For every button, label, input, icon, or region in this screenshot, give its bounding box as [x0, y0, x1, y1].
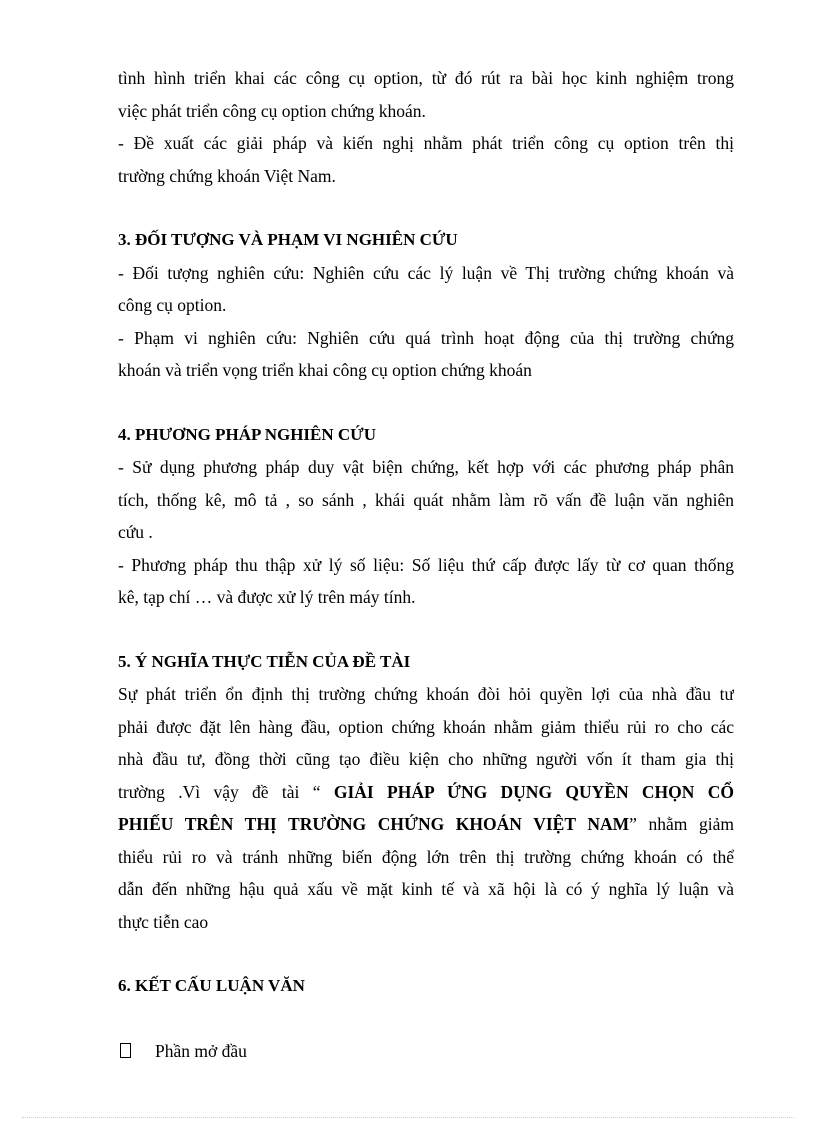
section-3-line-2: công cụ option. — [118, 295, 227, 315]
section-4-line-5: kê, tạp chí … và được xử lý trên máy tính. — [118, 587, 416, 607]
section-3-line-4: khoán và triển vọng triển khai công cụ option chứng khoán — [118, 360, 532, 380]
section-5-heading: 5. Ý NGHĨA THỰC TIỄN CỦA ĐỀ TÀI — [118, 651, 411, 671]
section-4-line-3: cứu . — [118, 522, 153, 542]
section-4-line-2: tích, thống kê, mô tả , so sánh , khái quát nhằm làm rõ vấn đề luận văn nghiên — [118, 489, 734, 510]
section-3-line-3: - Phạm vi nghiên cứu: Nghiên cứu quá trình hoạt động của thị trường chứng — [118, 327, 734, 348]
spacer — [118, 938, 734, 970]
section-5-line-7: dẫn đến những hậu quả xấu về mặt kinh tế và xã hội là có ý nghĩa lý luận và — [118, 879, 734, 899]
section-3-heading: 3. ĐỐI TƯỢNG VÀ PHẠM VI NGHIÊN CỨU — [118, 230, 458, 249]
spacer — [118, 1003, 734, 1035]
list-item — [118, 1035, 734, 1067]
spacer — [118, 192, 734, 224]
intro-line-4: trường chứng khoán Việt Nam. — [118, 165, 336, 186]
intro-line-3: - Đề xuất các giải pháp và kiến nghị nhằm phát triển công cụ option trên thị — [118, 133, 734, 153]
spacer — [118, 614, 734, 646]
section-5-line-3: nhà đầu tư, đồng thời cũng tạo điều kiện cho những người vốn ít tham gia thị — [118, 749, 734, 769]
section-5-line-1: Sự phát triển ổn định thị trường chứng khoán đòi hỏi quyền lợi của nhà đầu tư — [118, 684, 734, 704]
section-4-line-4: - Phương pháp thu thập xử lý số liệu: Số liệu thứ cấp được lấy từ cơ quan thống — [118, 554, 734, 575]
thesis-title-part-2: PHIẾU TRÊN THỊ TRƯỜNG CHỨNG KHOÁN VIỆT NAM — [118, 814, 630, 834]
intro-line-1: tình hình triển khai các công cụ option, từ đó rút ra bài học kinh nghiệm trong — [118, 68, 734, 88]
section-4-heading: 4. PHƯƠNG PHÁP NGHIÊN CỨU — [118, 424, 376, 444]
section-5-line-5-text: ” nhằm giảm — [629, 814, 734, 834]
document-page — [118, 62, 734, 1067]
bullet-box-icon — [120, 1043, 131, 1058]
section-5-line-4-text: trường .Vì vậy đề tài “ — [118, 781, 334, 802]
section-5-line-6: thiểu rủi ro và tránh những biến động lớn trên thị trường chứng khoán có thể — [118, 846, 734, 867]
list-item-label: Phần mở đầu — [155, 1040, 247, 1061]
section-4-line-1: - Sử dụng phương pháp duy vật biện chứng, kết hợp với các phương pháp phân — [118, 457, 734, 477]
section-3-line-1: - Đối tượng nghiên cứu: Nghiên cứu các lý luận về Thị trường chứng khoán và — [118, 262, 734, 283]
page-bottom-divider — [22, 1117, 794, 1118]
section-6-heading: 6. KẾT CẤU LUẬN VĂN — [118, 976, 305, 995]
section-5-line-5 — [118, 808, 734, 841]
intro-line-2: việc phát triển công cụ option chứng khoán. — [118, 100, 426, 121]
section-5-line-8: thực tiễn cao — [118, 911, 209, 932]
thesis-title-part-1: GIẢI PHÁP ỨNG DỤNG QUYỀN CHỌN CỔ — [333, 781, 734, 802]
section-5-line-2: phải được đặt lên hàng đầu, option chứng khoán nhằm giảm thiểu rủi ro cho các — [118, 716, 734, 737]
section-5-line-4 — [118, 776, 734, 809]
spacer — [118, 387, 734, 419]
